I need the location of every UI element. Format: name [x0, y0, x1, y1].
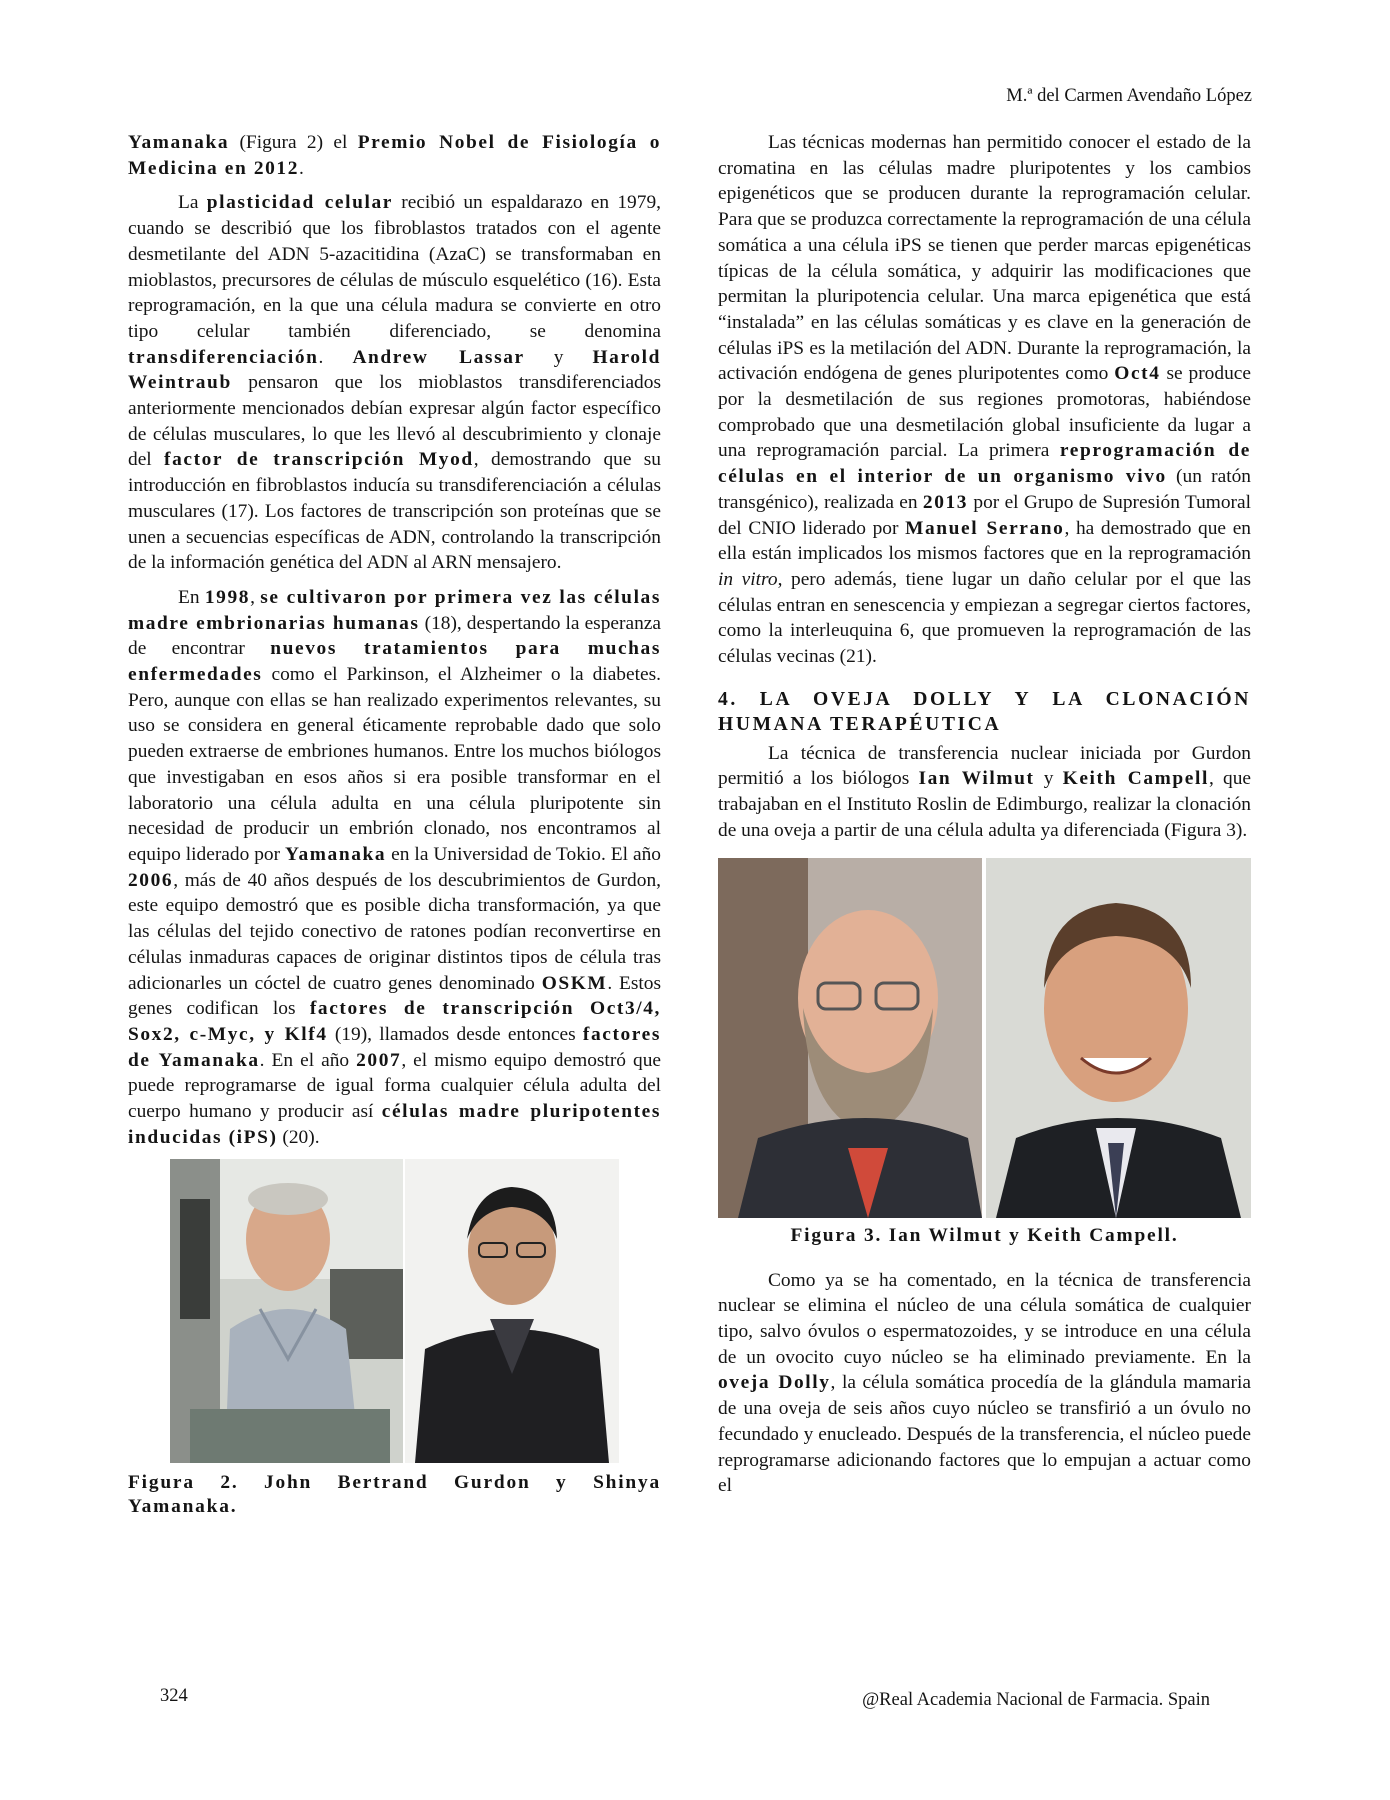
running-header-author: M.ª del Carmen Avendaño López: [1006, 86, 1252, 106]
section-heading: 4. LA OVEJA DOLLY Y LA CLONACIÓN HUMANA TERAPÉUTICA: [718, 688, 1251, 735]
figure-3: [718, 858, 1251, 1218]
left-paragraph-3: En 1998, se cultivaron por primera vez las células madre embrionarias humanas (18), despertando la esperanza de encontrar nuevos tratamientos para muchas enfermedades como el Parkinson, el Alzheimer o la diabetes. Pero, aunque con ellas se han realizado experimentos relevantes, su uso se considera en general éticamente reprobable dado que solo pueden extraerse de embriones humanos. Entre los muchos biólogos que investigaban en esos años si era posible transformar en el laboratorio una célula adulta en una célula pluripotente sin necesidad de producir un embrión clonado, nos encontramos al equipo liderado por Yamanaka en la Universidad de Tokio. El año 2006, más de 40 años después de los descubrimientos de Gurdon, este equipo demostró que es posible dicha transformación, ya que las células del tejido conectivo de ratones podían reconvertirse en células inmaduras capaces de originar distintos tipos de célula tras adicionarles un cóctel de cuatro genes denominado OSKM. Estos genes codifican los factores de transcripción Oct3/4, Sox2, c-Myc, y Klf4 (19), llamados desde entonces factores de Yamanaka. En el año 2007, el mismo equipo demostró que puede reprogramarse de igual forma cualquier célula adulta del cuerpo humano y producir así células madre pluripotentes inducidas (iPS) (20).: [128, 586, 662, 1148]
photo-john-gurdon: [170, 1159, 403, 1463]
right-paragraph-2: La técnica de transferencia nuclear iniciada por Gurdon permitió a los biólogos Ian Wilmut y Keith Campell, que trabajaban en el Instituto Roslin de Edimburgo, realizar la clonación de una oveja a partir de una célula adulta ya diferenciada (Figura 3).: [718, 742, 1252, 841]
figure-2: [128, 1159, 661, 1463]
figure-2-caption: Figura 2. John Bertrand Gurdon y Shinya Yamanaka.: [128, 1472, 661, 1518]
photo-keith-campell: [986, 858, 1251, 1218]
figure-3-caption: Figura 3. Ian Wilmut y Keith Campell.: [790, 1224, 1179, 1246]
left-paragraph-1: Yamanaka (Figura 2) el Premio Nobel de Fisiología o Medicina en 2012.: [128, 132, 662, 179]
footer-copyright: @Real Academia Nacional de Farmacia. Spain: [862, 1690, 1210, 1710]
photo-ian-wilmut: [718, 858, 982, 1218]
right-paragraph-3: Como ya se ha comentado, en la técnica de transferencia nuclear se elimina el núcleo de una célula somática de cualquier tipo, salvo óvulos o espermatozoides, y se introduce en una célula de un ovocito cuyo núcleo se ha eliminado previamente. En la oveja Dolly, la célula somática procedía de la glándula mamaria de una oveja de seis años cuyo núcleo se transfirió a un óvulo no fecundado y enucleado. Después de la transferencia, el núcleo puede reprogramarse adicionando factores que lo empujan a actuar como el: [718, 1269, 1251, 1497]
right-column: [718, 130, 1251, 1508]
left-column: [128, 130, 661, 1519]
left-paragraph-2: La plasticidad celular recibió un espaldarazo en 1979, cuando se describió que los fibroblastos tratados con el agente desmetilante del ADN 5-azacitidina (AzaC) se transformaban en mioblastos, precursores de células de músculo esquelético (16). Esta reprogramación, en la que una célula madura se convierte en otro tipo celular también diferenciado, se denomina transdiferenciación. Andrew Lassar y Harold Weintraub pensaron que los mioblastos transdiferenciados anteriormente mencionados debían expresar algún factor específico de células musculares, lo que les llevó al descubrimiento y clonaje del factor de transcripción Myod, demostrando que su introducción en fibroblastos inducía su transdiferenciación a células musculares (17). Los factores de transcripción son proteínas que se unen a secuencias específicas de ADN, controlando la transcripción de la información genética del ADN al ARN mensajero.: [128, 192, 662, 574]
page-number: 324: [160, 1686, 188, 1706]
right-paragraph-1: Las técnicas modernas han permitido conocer el estado de la cromatina en las células madre pluripotentes y los cambios epigenéticos que se producen durante la reprogramación celular. Para que se produzca correctamente la reprogramación de una célula somática a una célula iPS se tienen que perder marcas epigenéticas típicas de la célula somática, y adquirir las modificaciones que permitan la pluripotencia celular. Una marca epigenética que está “instalada” en las células somáticas y es clave en la generación de células iPS es la metilación del ADN. Durante la reprogramación, la activación endógena de genes pluripotentes como Oct4 se produce por la desmetilación de sus regiones promotoras, habiéndose comprobado que una desmetilación global insuficiente da lugar a una reprogramación parcial. La primera reprogramación de células en el interior de un organismo vivo (un ratón transgénico), realizada en 2013 por el Grupo de Supresión Tumoral del CNIO liderado por Manuel Serrano, ha demostrado que en ella están implicados los mismos factores que en la reprogramación in vitro, pero además, tiene lugar un daño celular por el que las células entran en senescencia y empiezan a segregar ciertos factores, como la interleuquina 6, que promueven la reprogramación de las células vecinas (21).: [718, 132, 1251, 668]
photo-shinya-yamanaka: [405, 1159, 619, 1463]
